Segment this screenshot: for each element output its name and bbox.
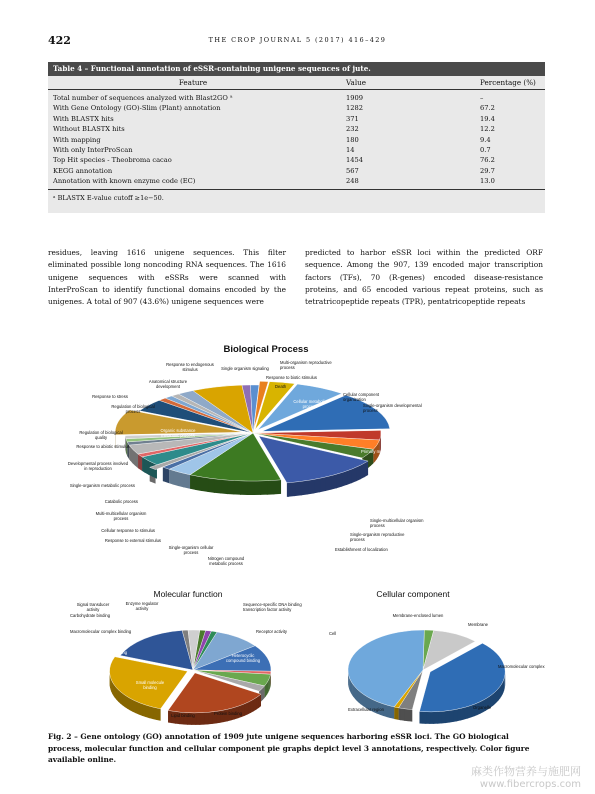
bp-slice-side: [142, 457, 145, 473]
mf-slice-side: [153, 707, 157, 720]
table-cell: 1454: [346, 156, 364, 165]
bp-slice-side: [152, 462, 157, 478]
mf-slice-side: [208, 712, 213, 724]
mf-slice-side: [127, 697, 130, 711]
table-bottom-rule: [48, 189, 545, 190]
bp-slice-side: [319, 477, 326, 492]
bp-slice-side: [195, 476, 202, 491]
bp-slice-side: [247, 481, 255, 495]
bp-slice-label: Response to stress: [92, 394, 128, 399]
table-cell: 14: [346, 145, 355, 154]
table-row: [48, 176, 545, 186]
cc-slice-side: [449, 710, 453, 723]
table-cell: 12.2: [480, 125, 495, 134]
cc-slice-side: [445, 711, 449, 724]
bp-slice-side: [287, 483, 289, 497]
mf-slice-side: [130, 698, 133, 712]
mf-slice-side: [125, 695, 128, 709]
mf-slice-label: Signal transducer activity: [76, 602, 110, 612]
cc-slice-side: [387, 705, 391, 718]
mf-slice-label: Protein binding: [214, 711, 242, 716]
mf-slice-label: Carbohydrate binding: [70, 613, 111, 618]
mf-slice-label: Organic cyclic compound binding: [92, 645, 128, 655]
mf-slice-side: [133, 700, 136, 714]
mf-slice-side: [200, 713, 205, 725]
table-cell: 0.7: [480, 145, 491, 154]
bp-slice-label: Cellular metabolic process: [293, 399, 327, 409]
bp-slice-side: [207, 478, 214, 493]
page-number: 422: [48, 34, 71, 47]
bp-slice-side: [138, 454, 139, 469]
table-cell: 19.4: [480, 114, 495, 123]
bp-slice-label: Response to biotic stimulus: [266, 375, 317, 380]
mf-slice-side: [142, 704, 146, 717]
mf-slice-label: Small molecule binding: [135, 680, 165, 690]
bp-slice-side: [220, 479, 228, 494]
cc-slice-side: [441, 711, 446, 723]
watermark-line-1: 麻类作物营养与施肥网: [471, 765, 581, 778]
table-cell: –: [480, 94, 484, 102]
mf-slice-label: Heterocyclic compound binding: [225, 653, 261, 663]
bp-slice-label: Nitrogen compound metabolic process: [207, 556, 245, 566]
bp-slice-side: [313, 478, 320, 493]
cc-slice-label: Extracellular region: [348, 707, 384, 712]
cc-slice-side: [433, 712, 438, 724]
table-cell: With BLASTX hits: [53, 114, 114, 123]
table-cell: 1282: [346, 104, 364, 113]
table-cell: KEGG annotation: [53, 166, 113, 175]
mf-slice-label: Lipid binding: [171, 713, 195, 718]
cc-slice-side: [357, 689, 359, 703]
bp-slice-side: [178, 472, 184, 488]
bp-slice-label: Establishment of localization: [335, 547, 388, 552]
mf-slice-side: [244, 702, 248, 716]
bp-slice-label: Single-organism metabolic process: [69, 483, 135, 488]
bp-slice-side: [260, 481, 268, 495]
table-cell: 76.2: [480, 156, 495, 165]
cc-slice-side: [460, 708, 464, 721]
bp-chart-title: Biological Process: [223, 344, 309, 355]
bp-slice-side: [214, 479, 222, 494]
mf-slice-side: [204, 712, 209, 724]
bp-slice-side: [148, 460, 153, 476]
table-cell: Top Hit species - Theobroma cacao: [53, 156, 172, 165]
cc-slice-label: Organelle: [473, 705, 492, 710]
table-row: [48, 145, 545, 155]
table-cell: 13.0: [480, 177, 495, 186]
mf-slice-side: [145, 705, 149, 718]
bp-slice-side: [267, 480, 275, 494]
cc-slice-side: [399, 708, 401, 720]
table-cell: Total number of sequences analyzed with Blast2GO ᵃ: [53, 94, 233, 102]
cc-slice-side: [422, 712, 427, 724]
mf-slice-side: [265, 684, 266, 698]
mf-slice-label: Enzyme regulator activity: [125, 601, 159, 611]
bp-slice-label: Cellular component organization: [343, 392, 380, 402]
mf-slice-side: [122, 693, 125, 707]
mf-slice-label: Macromolecular complex binding: [70, 629, 132, 634]
bp-slice-label: Single-organism reproductive process: [350, 532, 405, 542]
bp-slice-label: Multi-multicellular organism process: [95, 511, 147, 521]
go-pie-charts: [48, 335, 545, 725]
table-cell: 9.4: [480, 135, 491, 144]
mf-slice-side: [149, 706, 153, 719]
figure-2: [48, 335, 545, 725]
bp-slice-side: [325, 476, 332, 492]
figure-caption: Fig. 2 – Gene ontology (GO) annotation of 1909 jute unigene sequences harboring eSSR loci. The GO biological process, molecular function and cellular component pie graphs depict level 3 annotations, respectively. Color figure available online.: [48, 732, 530, 765]
body-text-left-column: residues, leaving 1616 unigene sequences. This filter eliminated possible long noncoding RNA sequences. The 1616 unigene sequences with eSSRs were scanned with InterProScan to identify functional domains encoded by the unigenes. A total of 907 (43.6%) unigene sequences were: [48, 248, 286, 307]
bp-slice-side: [346, 469, 352, 485]
bp-slice-label: Single organism signaling: [221, 366, 269, 371]
table-cell: With only InterProScan: [53, 145, 133, 154]
bp-slice-side: [356, 465, 361, 481]
column-header-feature: Feature: [178, 78, 208, 87]
column-header-percentage: Percentage (%): [480, 78, 536, 87]
table-row: [48, 155, 545, 165]
table-row: [48, 135, 545, 145]
bp-slice-label: Single-organism cellular process: [168, 545, 214, 555]
cc-slice-side: [363, 694, 366, 708]
bp-slice-label: Cellular response to stimulus: [101, 528, 155, 533]
body-text-right-column: predicted to harbor eSSR loci within the predicted ORF sequence. Among the 907, 139 encoded major transcription factors (TFs), 70 (R-genes) encoded disease-resistance proteins, and 65 encoded various repeat proteins, such as tetratricopeptide repeats (TPR), pentatricopeptide repeats: [305, 248, 543, 307]
mf-slice-label: Receptor activity: [256, 629, 287, 634]
bp-slice-label: Death: [275, 384, 287, 389]
bp-slice-side: [163, 467, 169, 483]
cc-slice-side: [394, 707, 398, 720]
mf-slice-label: Transferase activity: [186, 617, 210, 627]
watermark: [471, 763, 581, 790]
bp-slice-side: [169, 469, 173, 484]
bp-slice-label: Single-multicellular organism process: [370, 518, 424, 528]
cc-chart-title: Cellular component: [376, 589, 450, 599]
cc-slice-side: [408, 709, 413, 721]
cc-slice-side: [493, 692, 495, 706]
table-cell: 180: [346, 135, 359, 144]
cc-slice-label: Membrane: [468, 622, 489, 627]
mf-slice-side: [195, 713, 200, 725]
bp-slice-side: [331, 474, 337, 490]
mf-slice-side: [253, 698, 256, 712]
mf-slice-label: Hydrolase activity: [148, 617, 168, 627]
cc-slice-label: Macromolecular complex: [498, 664, 545, 669]
bp-slice-label: Developmental process involved in reproduction: [67, 461, 129, 471]
bp-slice-label: Anatomical structure development: [148, 379, 188, 389]
bp-slice-side: [307, 479, 314, 494]
mf-chart-title: Molecular function: [153, 589, 223, 599]
cc-slice-side: [404, 709, 408, 722]
cc-slice-side: [430, 712, 435, 724]
mf-slice-side: [248, 701, 251, 715]
mf-slice-side: [139, 702, 143, 715]
table-header-row: [48, 76, 545, 90]
running-header: [48, 34, 547, 48]
mf-slice-side: [250, 699, 253, 713]
cc-slice-side: [453, 709, 457, 722]
watermark-line-2: www.fibercrops.com: [479, 779, 581, 790]
bp-slice-side: [201, 477, 208, 492]
table-cell: 567: [346, 166, 359, 175]
table-cell: 29.7: [480, 166, 495, 175]
cc-slice-label: Cell: [329, 631, 337, 636]
table-cell: 371: [346, 114, 359, 123]
table-cell: 67.2: [480, 104, 495, 113]
cc-slice-side: [361, 692, 364, 706]
mf-slice-label: Sequence-specific DNA binding transcription factor activity: [243, 602, 302, 612]
bp-slice-label: Response to abiotic stimulus: [76, 444, 130, 449]
cc-slice-side: [437, 711, 442, 723]
mf-slice-side: [156, 708, 160, 721]
bp-slice-side: [144, 458, 148, 474]
table-row: [48, 166, 545, 176]
bp-slice-side: [240, 481, 248, 495]
bp-slice-label: Biosynthetic process: [261, 504, 301, 509]
journal-citation: THE CROP JOURNAL 5 (2017) 416–429: [208, 36, 387, 44]
cc-slice-label: Membrane-enclosed lumen: [392, 613, 444, 618]
mf-slice-side: [258, 694, 261, 708]
mf-slice-side: [136, 701, 140, 715]
bp-slice-side: [364, 461, 368, 477]
cc-slice-side: [390, 706, 394, 719]
bp-slice-side: [173, 470, 179, 486]
bp-slice-side: [301, 480, 308, 495]
table-title: Table 4 – Functional annotation of eSSR-containing unigene sequences of jute.: [48, 62, 545, 76]
mf-slice-side: [256, 696, 259, 710]
bp-slice-label: Response to endogenous stimulus: [166, 362, 214, 372]
bp-slice-label: Response to external stimulus: [104, 538, 161, 543]
bp-slice-label: Primary metabolic process: [361, 449, 411, 454]
cc-slice-side: [426, 712, 431, 724]
table-footnote: ᵃ BLASTX E-value cutoff ≥1e−50.: [53, 194, 164, 202]
table-cell: 1909: [346, 94, 364, 102]
bp-slice-side: [273, 480, 281, 495]
cc-slice-side: [419, 711, 422, 723]
table-cell: Annotation with known enzyme code (EC): [53, 177, 196, 186]
table-row: [48, 114, 545, 124]
bp-slice-side: [253, 481, 261, 495]
cc-slice-side: [400, 708, 404, 721]
bp-slice-label: Multi-organism reproductive process: [280, 360, 332, 370]
table-cell: 248: [346, 177, 359, 186]
bp-slice-side: [288, 482, 296, 497]
cc-slice-side: [359, 691, 361, 705]
cc-slice-side: [467, 705, 471, 718]
table-row: [48, 93, 545, 103]
bp-slice-label: Catabolic process: [104, 499, 138, 504]
bp-slice-label: Single-organism developmental process: [363, 403, 422, 413]
table-cell: With mapping: [53, 135, 101, 144]
bp-slice-side: [294, 481, 301, 496]
bp-slice-side: [227, 480, 235, 495]
bp-slice-side: [360, 463, 365, 479]
bp-slice-side: [351, 467, 356, 483]
table-cell: Without BLASTX hits: [53, 125, 125, 134]
table-cell: 232: [346, 125, 359, 134]
table-cell: With Gene Ontology (GO)-Slim (Plant) annotation: [53, 104, 221, 113]
table-4: [48, 62, 545, 213]
bp-slice-side: [138, 454, 142, 471]
cc-slice-side: [464, 707, 468, 720]
bp-slice-label: Regulation of biological process: [111, 404, 155, 414]
table-row: [48, 124, 545, 134]
bp-slice-side: [163, 467, 164, 481]
bp-slice-side: [336, 472, 342, 488]
bp-slice-side: [341, 471, 347, 487]
bp-slice-side: [233, 480, 241, 494]
cc-slice-side: [394, 707, 395, 719]
column-header-value: Value: [346, 78, 366, 87]
table-row: [48, 103, 545, 113]
cc-slice-side: [456, 708, 460, 721]
bp-slice-label: Regulation of biological quality: [79, 430, 123, 440]
bp-slice-side: [183, 473, 190, 489]
bp-slice-side: [190, 475, 196, 490]
bp-slice-label: Organic substance metabolic process: [160, 428, 196, 438]
